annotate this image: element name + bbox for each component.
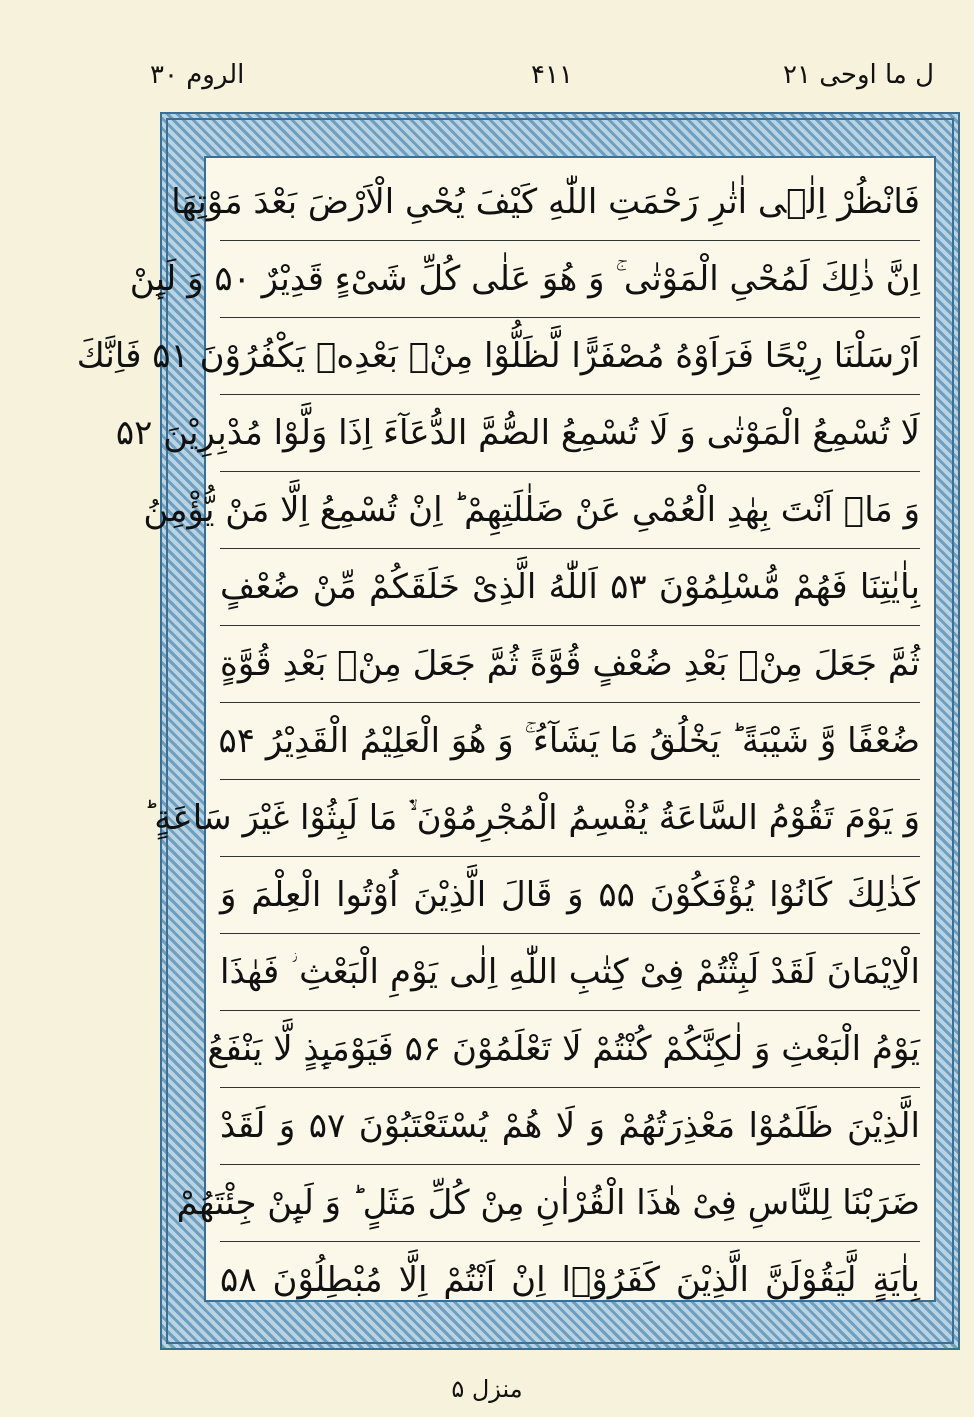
page-header <box>150 60 954 100</box>
verse-line: اَرْسَلْنَا رِیْحًا فَرَاَوْهُ مُصْفَرًّا لَّظَلُّوْا مِنْۢ بَعْدِهٖ یَكْفُرُوْنَ ۵۱ فَاِنَّكَ <box>220 318 920 395</box>
verse-line: اِنَّ ذٰلِكَ لَمُحْیِ الْمَوْتٰی ۚ وَ هُوَ عَلٰی كُلِّ شَیْءٍ قَدِیْرٌ ۵۰ وَ لَىِٕنْ <box>220 241 920 318</box>
verse-line: یَوْمُ الْبَعْثِ وَ لٰكِنَّكُمْ كُنْتُمْ لَا تَعْلَمُوْنَ ۵۶ فَیَوْمَىِٕذٍ لَّا یَنْفَعُ <box>220 1011 920 1088</box>
text-panel <box>76 156 936 1302</box>
verse-line: وَ مَاۤ اَنْتَ بِهٰدِ الْعُمْیِ عَنْ ضَلٰلَتِهِمْ ؕ اِنْ تُسْمِعُ اِلَّا مَنْ یُّؤْمِنُ <box>220 472 920 549</box>
surah-name: الروم ۳۰ <box>150 60 245 90</box>
verse-line: كَذٰلِكَ كَانُوْا یُؤْفَكُوْنَ ۵۵ وَ قَالَ الَّذِیْنَ اُوْتُوا الْعِلْمَ وَ <box>220 857 920 934</box>
decorative-border <box>76 112 960 1350</box>
verse-line: لَا تُسْمِعُ الْمَوْتٰی وَ لَا تُسْمِعُ الصُّمَّ الدُّعَآءَ اِذَا وَلَّوْا مُدْبِرِیْنَ ۵۲ <box>220 395 920 472</box>
verse-line: بِاٰیٰتِنَا فَهُمْ مُّسْلِمُوْنَ ۵۳ اَللّٰهُ الَّذِیْ خَلَقَكُمْ مِّنْ ضُعْفٍ <box>220 549 920 626</box>
verse-line: وَ یَوْمَ تَقُوْمُ السَّاعَةُ یُقْسِمُ الْمُجْرِمُوْنَ ۙ۬ مَا لَبِثُوْا غَیْرَ سَاعَةٍ ؕ <box>220 780 920 857</box>
verse-line: ثُمَّ جَعَلَ مِنْۢ بَعْدِ ضُعْفٍ قُوَّةً ثُمَّ جَعَلَ مِنْۢ بَعْدِ قُوَّةٍ <box>220 626 920 703</box>
verse-line: الْاِیْمَانَ لَقَدْ لَبِثْتُمْ فِیْ كِتٰبِ اللّٰهِ اِلٰی یَوْمِ الْبَعْثِ ؗ فَهٰذَا <box>220 934 920 1011</box>
verse-line: ضَرَبْنَا لِلنَّاسِ فِیْ هٰذَا الْقُرْاٰنِ مِنْ كُلِّ مَثَلٍ ؕ وَ لَىِٕنْ جِئْتَهُمْ <box>220 1165 920 1242</box>
verse-line: بِاٰیَةٍ لَّیَقُوْلَنَّ الَّذِیْنَ كَفَرُوْۤا اِنْ اَنْتُمْ اِلَّا مُبْطِلُوْنَ ۵۸ <box>220 1260 920 1300</box>
page-number: ۴۱۱ <box>531 60 573 90</box>
verse-line: فَانْظُرْ اِلٰۤی اٰثٰرِ رَحْمَتِ اللّٰهِ كَیْفَ یُحْیِ الْاَرْضَ بَعْدَ مَوْتِهَا <box>220 164 920 241</box>
verse-line: ضُعْفًا وَّ شَیْبَةً ؕ یَخْلُقُ مَا یَشَآءُ ۚ وَ هُوَ الْعَلِیْمُ الْقَدِیْرُ ۵۴ <box>220 703 920 780</box>
juz-name: ل ما اوحی ۲۱ <box>783 60 934 90</box>
manzil-footer: منزل ۵ <box>451 1375 523 1403</box>
verse-line: الَّذِیْنَ ظَلَمُوْا مَعْذِرَتُهُمْ وَ لَا هُمْ یُسْتَعْتَبُوْنَ ۵۷ وَ لَقَدْ <box>220 1088 920 1165</box>
